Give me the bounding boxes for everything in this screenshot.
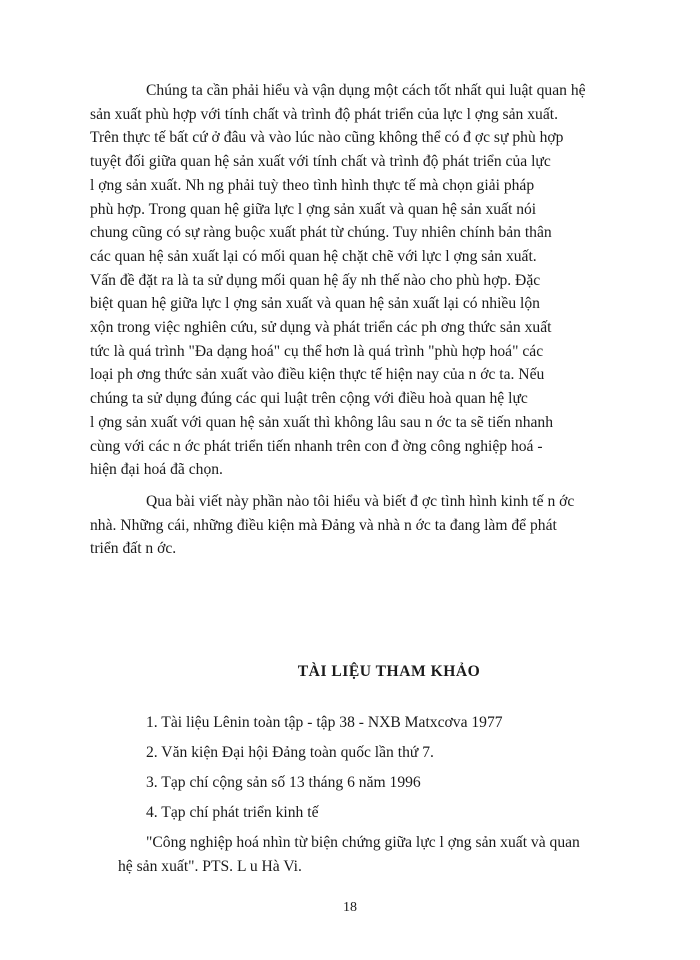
reference-item: 1. Tài liệu Lênin toàn tập - tập 38 - NXB Matxcơva 1977	[146, 714, 503, 731]
references-heading: TÀI LIỆU THAM KHẢO	[297, 663, 481, 680]
text-line: l ợng sản xuất với quan hệ sản xuất thì không lâu sau n ớc ta sẽ tiến nhanh	[90, 413, 554, 431]
body-text	[90, 79, 660, 561]
text-line: hệ sản xuất". PTS. L u Hà Vi.	[118, 858, 302, 875]
text-line: Qua bài viết này phần nào tôi hiểu và biết đ ợc tình hình kinh tế n ớc	[146, 492, 575, 510]
text-line: cùng với các n ớc phát triển tiến nhanh trên con đ ờng công nghiệp hoá -	[90, 437, 543, 455]
text-line: xộn trong việc nghiên cứu, sử dụng và phát triển các ph ơng thức sản xuất	[90, 319, 552, 337]
paragraph	[90, 490, 660, 561]
text-line: sản xuất phù hợp với tính chất và trình độ phát triển của lực l ợng sản xuất.	[90, 105, 558, 123]
text-line: triển đất n ớc.	[90, 540, 177, 558]
text-line: tuyệt đối giữa quan hệ sản xuất với tính chất và trình độ phát triển của lực	[90, 153, 551, 171]
text-line: biệt quan hệ giữa lực l ợng sản xuất và quan hệ sản xuất lại có nhiều lộn	[90, 295, 540, 313]
text-line: phù hợp. Trong quan hệ giữa lực l ợng sản xuất và quan hệ sản xuất nói	[90, 200, 537, 218]
reference-item: 4. Tạp chí phát triển kinh tế	[146, 804, 319, 821]
reference-item: 3. Tạp chí cộng sản số 13 tháng 6 năm 1996	[146, 774, 421, 791]
reference-item: 2. Văn kiện Đại hội Đảng toàn quốc lần thứ 7.	[146, 744, 434, 761]
reference-continuation	[118, 831, 660, 879]
text-line: l ợng sản xuất. Nh ng phải tuỳ theo tình hình thực tế mà chọn giải pháp	[90, 176, 535, 194]
references-list	[118, 711, 660, 879]
text-line: các quan hệ sản xuất lại có mối quan hệ chặt chẽ với lực l ợng sản xuất.	[90, 247, 537, 265]
text-line: Vấn đề đặt ra là ta sử dụng mối quan hệ ấy nh thế nào cho phù hợp. Đặc	[90, 271, 541, 289]
text-line: Trên thực tế bất cứ ở đâu và vào lúc nào cũng không thể có đ ợc sự phù hợp	[90, 129, 564, 147]
page-number: 18	[343, 900, 357, 915]
text-line: chúng ta sử dụng đúng các qui luật trên cộng với điều hoà quan hệ lực	[90, 390, 528, 408]
text-line: Chúng ta cần phải hiểu và vận dụng một cách tốt nhất qui luật quan hệ	[146, 82, 586, 99]
text-line: "Công nghiệp hoá nhìn từ biện chứng giữa lực l ợng sản xuất và quan	[146, 834, 580, 851]
text-line: tức là quá trình "Đa dạng hoá" cụ thể hơn là quá trình "phù hợp hoá" các	[90, 342, 544, 360]
text-line: chung cũng có sự ràng buộc xuất phát từ chúng. Tuy nhiên chính bản thân	[90, 224, 552, 242]
paragraph	[90, 79, 660, 482]
text-line: hiện đại hoá đã chọn.	[90, 461, 223, 479]
text-line: loại ph ơng thức sản xuất vào điều kiện thực tế hiện nay của n ớc ta. Nếu	[90, 366, 545, 384]
text-line: nhà. Những cái, những điều kiện mà Đảng và nhà n ớc ta đang làm để phát	[90, 516, 557, 534]
